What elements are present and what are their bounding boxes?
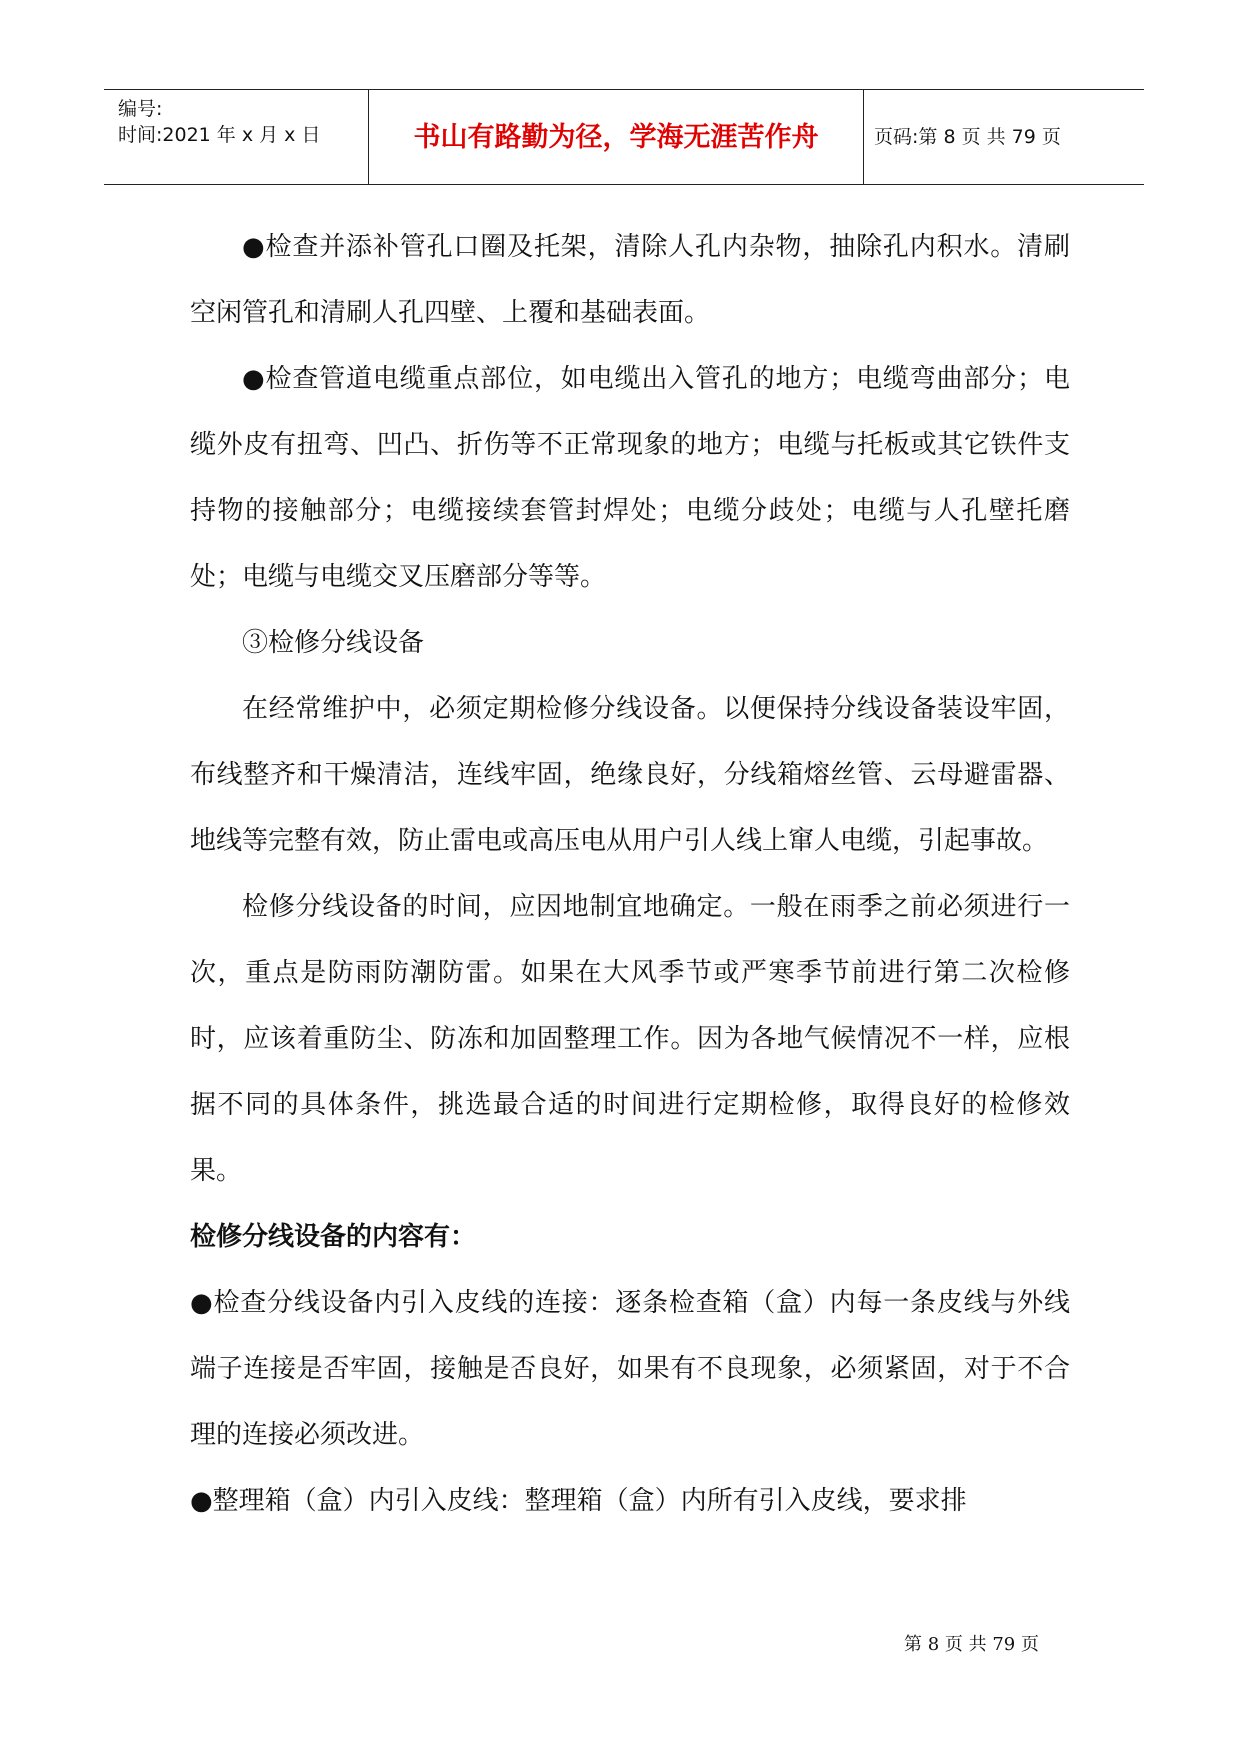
page-header bbox=[104, 89, 1144, 185]
body-paragraph: ●检查并添补管孔口圈及托架，清除人孔内杂物，抽除孔内积水。清刷空闲管孔和清刷人孔四壁、上覆和基础表面。 bbox=[190, 232, 1070, 328]
body-paragraph: ●检查分线设备内引入皮线的连接：逐条检查箱（盒）内每一条皮线与外线端子连接是否牢固，接触是否良好，如果有不良现象，必须紧固，对于不合理的连接必须改进。 bbox=[190, 1288, 1070, 1450]
body-paragraph: 在经常维护中，必须定期检修分线设备。以便保持分线设备装设牢固，布线整齐和干燥清洁，连线牢固，绝缘良好，分线箱熔丝管、云母避雷器、地线等完整有效，防止雷电或高压电从用户引人线上窜人电缆，引起事故。 bbox=[190, 694, 1070, 856]
header-page-cell bbox=[864, 90, 1144, 184]
header-page-info: 页码:第 8 页 共 79 页 bbox=[874, 126, 1061, 148]
section-heading: 检修分线设备的内容有： bbox=[190, 1222, 477, 1252]
header-motto: 书山有路勤为径，学海无涯苦作舟 bbox=[413, 122, 819, 153]
body-paragraph: ●检查管道电缆重点部位，如电缆出入管孔的地方；电缆弯曲部分；电缆外皮有扭弯、凹凸、折伤等不正常现象的地方；电缆与托板或其它铁件支持物的接触部分；电缆接续套管封焊处；电缆分歧处；电缆与人孔壁托磨处；电缆与电缆交叉压磨部分等等。 bbox=[190, 364, 1070, 592]
body-paragraph: 检修分线设备的时间，应因地制宜地确定。一般在雨季之前必须进行一次，重点是防雨防潮防雷。如果在大风季节或严寒季节前进行第二次检修时，应该着重防尘、防冻和加固整理工作。因为各地气候情况不一样，应根据不同的具体条件，挑选最合适的时间进行定期检修，取得良好的检修效果。 bbox=[190, 892, 1070, 1186]
document-body bbox=[190, 214, 1070, 1534]
body-paragraph: ●整理箱（盒）内引入皮线：整理箱（盒）内所有引入皮线，要求排 bbox=[190, 1486, 967, 1516]
header-motto-cell bbox=[369, 90, 864, 184]
section-subheading: ③检修分线设备 bbox=[242, 628, 425, 658]
document-number-label: 编号: bbox=[118, 98, 163, 120]
page-footer: 第 8 页 共 79 页 bbox=[904, 1634, 1039, 1655]
document-date-label: 时间:2021 年 x 月 x 日 bbox=[118, 124, 321, 146]
header-meta-cell bbox=[104, 90, 369, 184]
